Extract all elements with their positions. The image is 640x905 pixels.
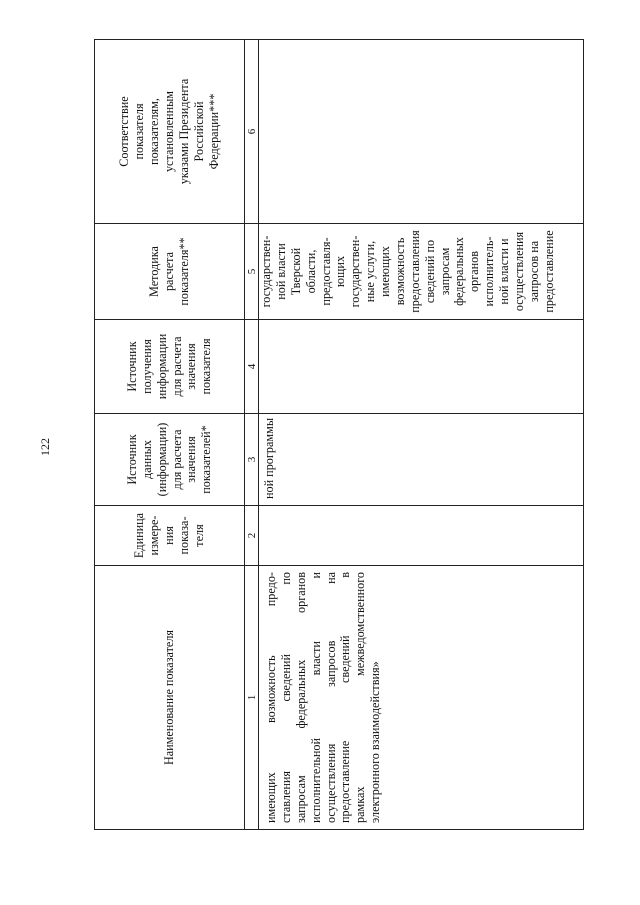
column-number-row: [245, 40, 259, 830]
column-number: 4: [245, 320, 259, 414]
header-unit: Единица измере- ния показа- теля: [95, 506, 245, 566]
header-row: [95, 40, 245, 830]
cell-unit: [259, 506, 584, 566]
cell-method: государствен- ной власти Тверской области, предоставля- ющих государствен- ные услуги, имеющих возможность предоставления сведений по запросам федеральных органов исполнитель- ной власти и осуществления запросов на предоставление: [259, 224, 584, 320]
cell-data-source: ной программы: [259, 414, 584, 506]
cell-indicator-name: имеющих возможность предо- ставления сведений по запросам федеральных органов исполнительной власти и осуществления запросов на предоставление сведений в рамках межведомственного электронного взаимодействия»: [259, 566, 584, 830]
header-indicator-name: Наименование показателя: [95, 566, 245, 830]
header-compliance: Соответствие показателя показателям, установленным указами Президента Российской Федерации***: [95, 40, 245, 224]
column-number: 3: [245, 414, 259, 506]
header-method: Методика расчета показателя**: [95, 224, 245, 320]
column-number: 6: [245, 40, 259, 224]
column-number: 1: [245, 566, 259, 830]
header-info-source: Источник получения информации для расчета значения показателя: [95, 320, 245, 414]
column-number: 5: [245, 224, 259, 320]
cell-info-source: [259, 320, 584, 414]
indicator-table: [94, 39, 584, 830]
page-number: 122: [38, 438, 52, 456]
indicator-table-rotated: [94, 40, 584, 830]
table-row: [259, 40, 584, 830]
cell-compliance: [259, 40, 584, 224]
header-data-source: Источник данных (информации) для расчета значения показателей*: [95, 414, 245, 506]
column-number: 2: [245, 506, 259, 566]
